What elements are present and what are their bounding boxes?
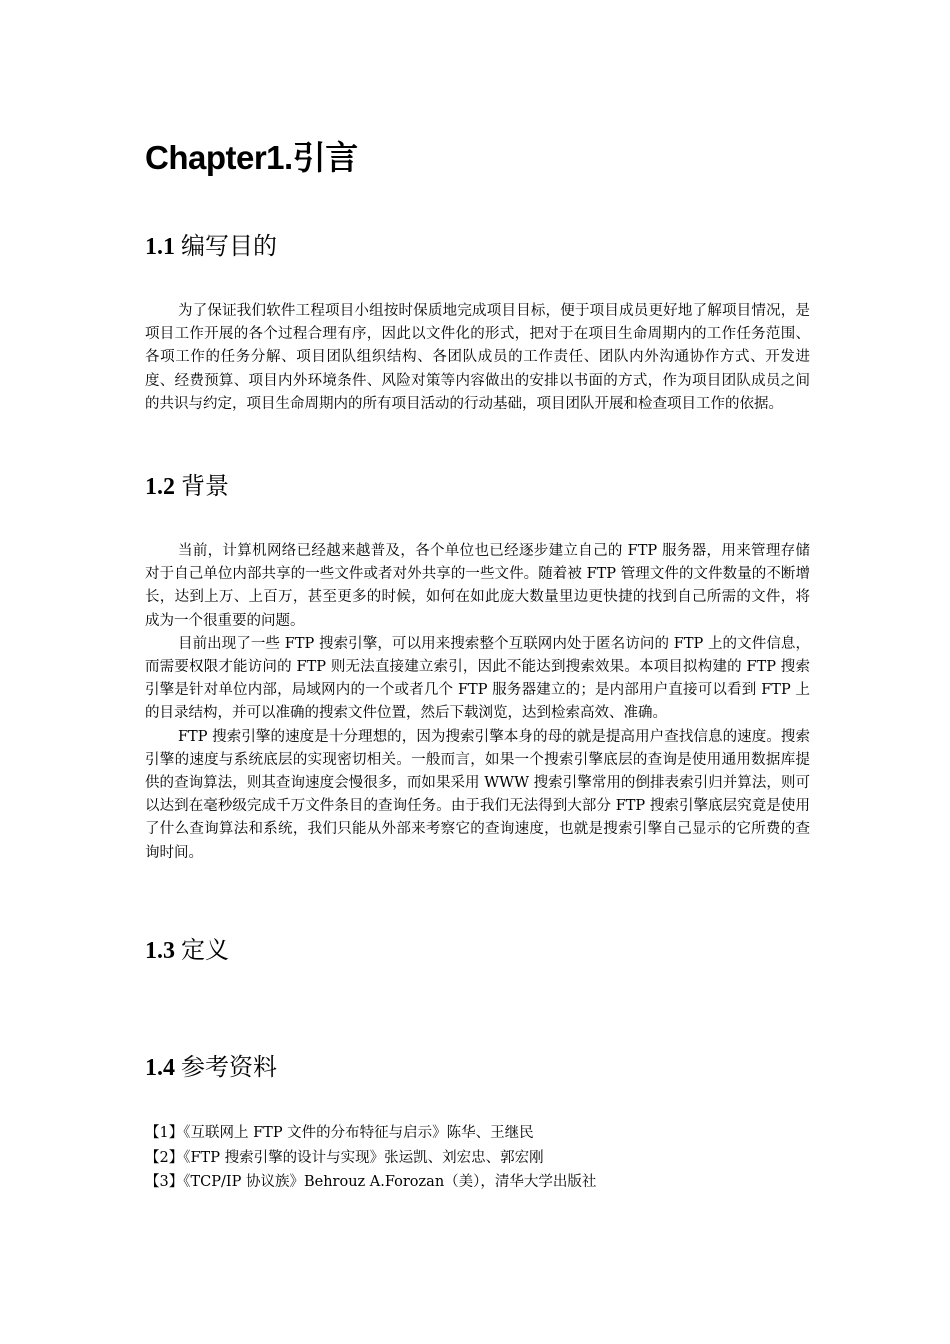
section-background [145,469,810,504]
chapter-title: Chapter1.引言 [145,139,358,176]
reference-item: 【2】《FTP 搜索引擎的设计与实现》张运凯、刘宏忠、郭宏刚 [145,1149,544,1166]
paragraph: 当前，计算机网络已经越来越普及，各个单位也已经逐步建立自己的 FTP 服务器，用来管理存储对于自己单位内部共享的一些文件或者对外共享的一些文件。随着被 FTP 管理文件的文件数量的不断增长，达到上万、上百万，甚至更多的时候，如何在如此庞大数量里边更快捷的找到自己所需的文件，将成为一个很重要的问题。 [145,543,810,629]
reference-list [145,1121,810,1195]
section-references [145,1050,810,1085]
section-title: 背景 [181,472,229,500]
reference-item: 【1】《互联网上 FTP 文件的分布特征与启示》陈华、王继民 [145,1125,534,1141]
section-heading [145,469,810,504]
paragraph: FTP 搜索引擎的速度是十分理想的，因为搜索引擎本身的母的就是提高用户查找信息的速度。搜索引擎的速度与系统底层的实现密切相关。一般而言，如果一个搜索引擎底层的查询是使用通用数据库提供的查询算法，则其查询速度会慢很多，而如果采用 WWW 搜索引擎常用的倒排表索引归并算法，则可以达到在毫秒级完成千万文件条目的查询任务。由于我们无法得到大部分 FTP 搜索引擎底层究竟是使用了什么查询算法和系统，我们只能从外部来考察它的查询速度，也就是搜索引擎自己显示的它所费的查询时间。 [145,728,810,861]
section-title: 定义 [181,936,229,964]
paragraph: 为了保证我们软件工程项目小组按时保质地完成项目目标，便于项目成员更好地了解项目情况，是项目工作开展的各个过程合理有序，因此以文件化的形式，把对于在项目生命周期内的工作任务范围、各项工作的任务分解、项目团队组织结构、各团队成员的工作责任、团队内外沟通协作方式、开发进度、经费预算、项目内外环境条件、风险对策等内容做出的安排以书面的方式，作为项目团队成员之间的共识与约定，项目生命周期内的所有项目活动的行动基础，项目团队开展和检查项目工作的依据。 [145,303,810,412]
section-number: 1.1 [145,234,175,260]
reference-list-container [145,1121,810,1195]
section-purpose [145,229,810,264]
section-number: 1.4 [145,1055,175,1081]
section-number: 1.3 [145,938,175,964]
reference-item: 【3】《TCP/IP 协议族》Behrouz A.Forozan（美），清华大学出版社 [145,1174,597,1190]
paragraph: 目前出现了一些 FTP 搜索引擎，可以用来搜索整个互联网内处于匿名访问的 FTP 上的文件信息，而需要权限才能访问的 FTP 则无法直接建立索引，因此不能达到搜索效果。本项目拟构建的 FTP 搜索引擎是针对单位内部，局域网内的一个或者几个 FTP 服务器建立的；是内部用户直接可以看到 FTP 上的目录结构，并可以准确的搜索文件位置，然后下载浏览，达到检索高效、准确。 [145,635,810,722]
section-purpose-body [145,300,810,416]
section-heading [145,933,810,968]
section-background-body [145,540,810,865]
section-heading [145,1050,810,1085]
section-title: 参考资料 [181,1053,277,1081]
section-number: 1.2 [145,474,175,500]
section-definitions [145,933,810,968]
section-heading [145,229,810,264]
section-title: 编写目的 [181,232,277,260]
